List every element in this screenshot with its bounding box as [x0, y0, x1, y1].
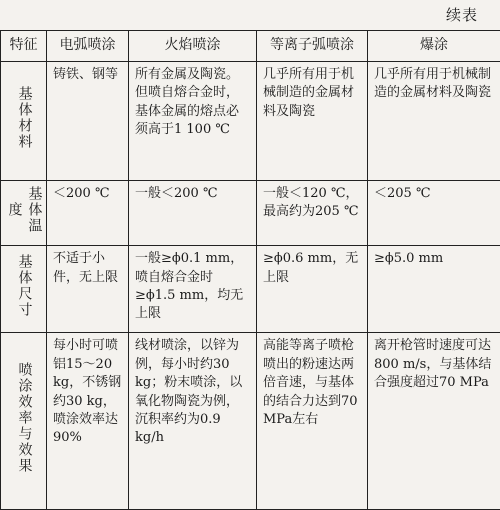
table-cell: 几乎所有用于机械制造的金属材料及陶瓷: [368, 62, 500, 181]
table-cell: 一般＜120 ℃，最高约为205 ℃: [257, 180, 368, 245]
table-cell: 一般＜200 ℃: [129, 180, 257, 245]
header-arc-spray: 电弧喷涂: [47, 31, 129, 62]
table-cell: 每小时可喷铝15～20 kg，不锈钢约30 kg，喷涂效率达90%: [47, 333, 129, 510]
table-cell: 不适于小件，无上限: [47, 246, 129, 333]
header-flame-spray: 火焰喷涂: [129, 31, 257, 62]
row-label-substrate-temperature: [1, 180, 47, 245]
row-label-spray-efficiency: [1, 333, 47, 510]
row-label-substrate-material: [1, 62, 47, 181]
table-cell: ≥ϕ5.0 mm: [368, 246, 500, 333]
table-row: [1, 333, 500, 510]
table-row: [1, 246, 500, 333]
table-cell: 一般≥ϕ0.1 mm，喷自熔合金时≥ϕ1.5 mm，均无上限: [129, 246, 257, 333]
row-label-text: 基体材料: [16, 85, 33, 150]
header-row: [1, 31, 500, 62]
comparison-table: [0, 30, 500, 510]
table-row: [1, 180, 500, 245]
row-label-text: 基体温度: [6, 185, 43, 234]
header-detonation-spray: 爆涂: [368, 31, 500, 62]
row-label-text: 基体尺寸: [16, 253, 33, 318]
table-caption: 续表: [445, 6, 478, 24]
header-feature: 特征: [1, 31, 47, 62]
table-cell: 离开枪管时速度可达800 m/s，与基体结合强度超过70 MPa: [368, 333, 500, 510]
table-cell: 所有金属及陶瓷。但喷自熔合金时，基体金属的熔点必须高于1 100 ℃: [129, 62, 257, 181]
table-cell: ＜200 ℃: [47, 180, 129, 245]
table-cell: ＜205 ℃: [368, 180, 500, 245]
table-cell: 铸铁、钢等: [47, 62, 129, 181]
table-cell: ≥ϕ0.6 mm，无上限: [257, 246, 368, 333]
row-label-substrate-size: [1, 246, 47, 333]
table-cell: 高能等离子喷枪喷出的粉速达两倍音速，与基体的结合力达到70 MPa左右: [257, 333, 368, 510]
table-cell: 几乎所有用于机械制造的金属材料及陶瓷: [257, 62, 368, 181]
row-label-text: 喷涂效率与效果: [16, 361, 33, 474]
table-row: [1, 62, 500, 181]
table-cell: 线材喷涂，以锌为例，每小时约30 kg；粉末喷涂，以氧化物陶瓷为例，沉积率约为0.9 kg/h: [129, 333, 257, 510]
header-plasma-spray: 等离子弧喷涂: [257, 31, 368, 62]
